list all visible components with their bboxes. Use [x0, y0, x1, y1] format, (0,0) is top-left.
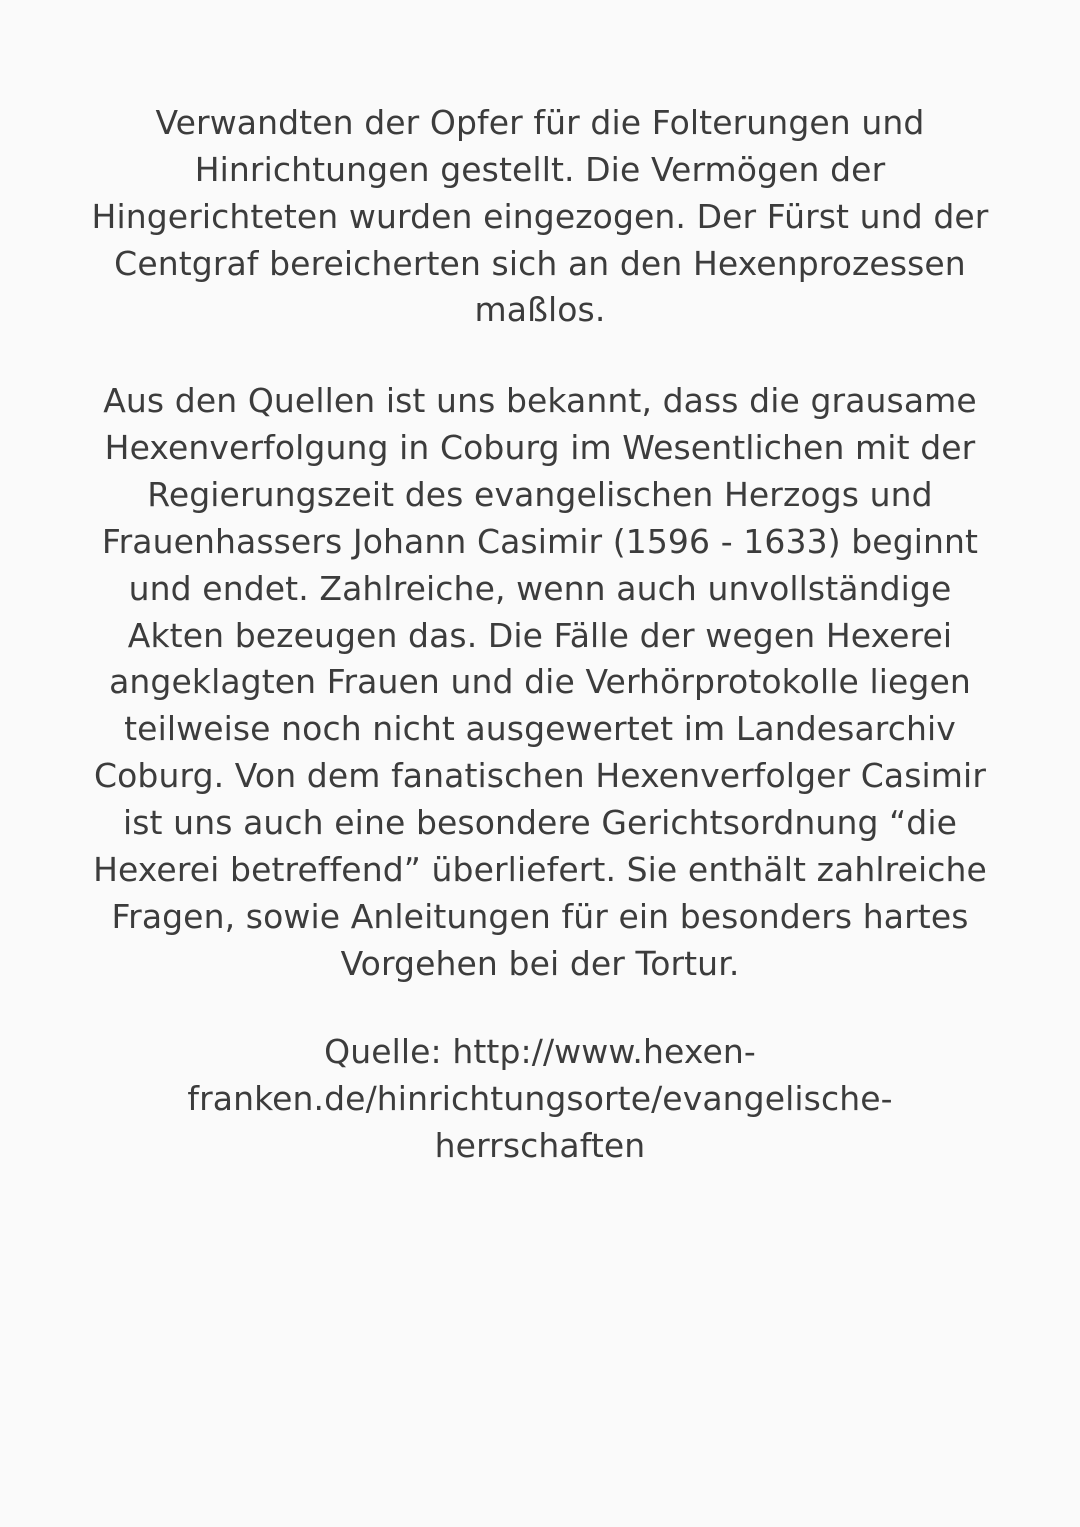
paragraph-body: Aus den Quellen ist uns bekannt, dass die grausame Hexenverfolgung in Coburg im Wesentlichen mit der Regierungszeit des evangelischen Herzogs und Frauenhassers Johann Casimir (1596 - 1633) beginnt und endet. Zahlreiche, wenn auch unvollständige Akten bezeugen das. Die Fälle der wegen Hexerei angeklagten Frauen und die Verhörprotokolle liegen teilweise noch nicht ausgewertet im Landesarchiv Coburg. Von dem fanatischen Hexenverfolger Casimir ist uns auch eine besondere Gerichtsordnung “die Hexerei betreffend” überliefert. Sie enthält zahlreiche Fragen, sowie Anleitungen für ein besonders hartes Vorgehen bei der Tortur. — [93, 381, 987, 983]
paragraph-intro: Verwandten der Opfer für die Folterungen und Hinrichtungen gestellt. Die Vermögen der Hingerichteten wurden eingezogen. Der Fürst und der Centgraf bereicherten sich an den Hexenprozessen maßlos. — [91, 103, 989, 330]
paragraph-source: Quelle: http://www.hexen-franken.de/hinrichtungsorte/evangelische-herrschaften — [187, 1032, 893, 1166]
paragraph-spacer-source — [90, 987, 990, 1029]
document-text-body — [90, 100, 990, 1170]
paragraph-spacer — [90, 334, 990, 378]
